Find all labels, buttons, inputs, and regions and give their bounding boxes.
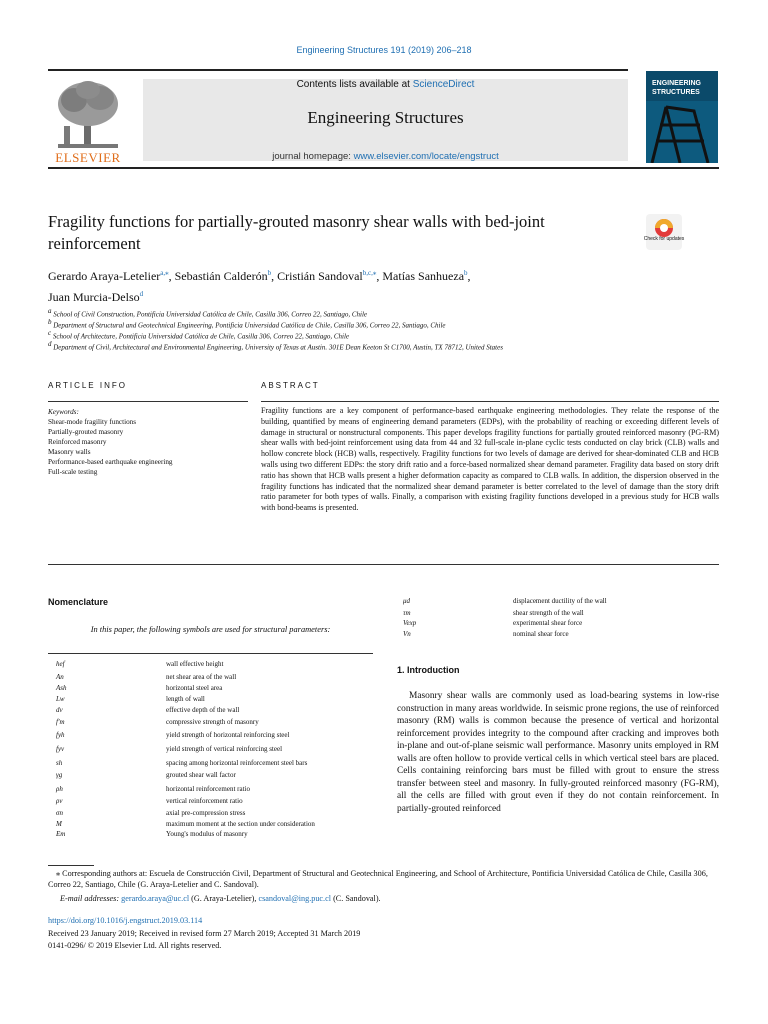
keyword[interactable]: Performance-based earthquake engineering	[48, 458, 173, 466]
nomenclature-intro: In this paper, the following symbols are used for structural parameters:	[90, 625, 331, 634]
affiliation: $^b$ Department of Structural and Geotechnical Engineering, Pontificia Universidad Católica de Chile, Casilla 306, Correo 22, Santiago, Chile	[48, 318, 446, 330]
footnote-rule	[48, 865, 94, 866]
author[interactable]: Gerardo Araya-Letelier$^{a,⁎}$	[48, 269, 169, 283]
author[interactable]: Sebastián Calderón$^b$	[174, 269, 272, 283]
author[interactable]: Matías Sanhueza$^b$	[382, 269, 468, 283]
homepage-link[interactable]: www.elsevier.com/locate/engstruct	[353, 151, 499, 162]
doi-link[interactable]: https://doi.org/10.1016/j.engstruct.2019.03.114	[48, 916, 203, 925]
sciencedirect-link[interactable]: ScienceDirect	[412, 79, 475, 90]
email-line	[60, 893, 710, 904]
keyword[interactable]: Reinforced masonry	[48, 438, 107, 446]
email-owner: (C. Sandoval).	[331, 894, 381, 903]
introduction-text: Masonry shear walls are commonly used as load-bearing systems in low-rise construction in many areas worldwide. In seismic prone regions, the use of reinforced masonry (RM) walls is common because the presence of vertical and horizontal reinforcement provides integrity to the compound after cracking and improves both in-plane and out-of-plane seismic wall performance. Masonry units employed in RM walls are often hollow to provide vertical cells in which vertical steel bars are placed. Cells containing reinforcing bars must be filled with grout to ensure the stress transfer between steel and masonry. In fully-grouted reinforced masonry (FG-RM), all the cells are filled with grout even if they do not contain reinforcement. In partially-grouted reinforced	[397, 691, 719, 814]
author-list: Gerardo Araya-Letelier$^{a,⁎}$, Sebastián Calderón$^b$, Cristián Sandoval$^{b,c,⁎}$, Matías Sanhueza$^b$, Juan Murcia-Delso$^d$	[48, 269, 471, 304]
abstract-rule	[261, 401, 719, 402]
header-bottom-rule	[48, 167, 719, 169]
keyword[interactable]: Partially-grouted masonry	[48, 428, 124, 436]
email-label: E-mail addresses:	[60, 894, 122, 903]
journal-reference[interactable]: Engineering Structures 191 (2019) 206–218	[296, 45, 472, 55]
journal-homepage	[143, 151, 628, 162]
cover-structure-icon	[646, 101, 718, 163]
elsevier-wordmark: ELSEVIER	[55, 150, 121, 165]
homepage-prefix: journal homepage:	[272, 151, 354, 162]
crossmark-icon[interactable]	[646, 214, 682, 250]
corresponding-author-note: ⁎ Corresponding authors at: Escuela de Construcción Civil, Department of Structural and Geotechnical Engineering, and School of Architecture, Pontificia Universidad Católica de Chile, Casilla 306, Correo 22, Santiago, Chile (G. Araya-Letelier and C. Sandoval).	[48, 869, 708, 889]
nomenclature-heading: Nomenclature	[48, 597, 109, 607]
keyword[interactable]: Masonry walls	[48, 448, 91, 456]
journal-cover-thumbnail[interactable]	[646, 71, 718, 163]
keywords-block	[48, 407, 248, 477]
crossmark-label: Check for updates	[643, 236, 685, 242]
affiliation: $^a$ School of Civil Construction, Pontificia Universidad Católica de Chile, Casilla 306, Correo 22, Santiago, Chile	[48, 307, 368, 319]
contents-prefix: Contents lists available at	[296, 79, 413, 90]
affiliation: $^d$ Department of Civil, Architectural and Environmental Engineering, University of Texas at Austin. 301E Dean Keeton St C1700, Austin, TX 78712, United States	[48, 340, 503, 352]
keyword[interactable]: Shear-mode fragility functions	[48, 418, 137, 426]
abstract-bottom-rule	[48, 564, 719, 565]
article-history: Received 23 January 2019; Received in revised form 27 March 2019; Accepted 31 March 2019	[48, 929, 361, 938]
email-owner: (G. Araya-Letelier),	[189, 894, 259, 903]
nomenclature-right-list: μd displacement ductility of the wall τm shear strength of the wall Vexp experimental shear force Vn nominal shear force	[403, 597, 607, 638]
author[interactable]: Juan Murcia-Delso$^d$	[48, 290, 144, 304]
article-title: Fragility functions for partially-grouted masonry shear walls with bed-joint reinforcement	[48, 212, 545, 253]
abstract-text: Fragility functions are a key component of performance-based earthquake engineering methodologies. They relate the response of the building, quantified by means of engineering demand parameters (EDPs), with the probability of reaching or exceeding different levels of damage in structural or nonstructural components. This paper develops fragility functions for partially grouted reinforced masonry (PG-RM) shear walls with bed-joint reinforcement using data from 44 and 32 full-scale in-plane cyclic tests conducted on clay brick (CLB) walls and hollow concrete block (HCB) walls, respectively. Fragility functions for two levels of damage are derived for shear-dominated CLB and HCB walls using two different EDPs: the story drift ratio and a force-based normalized shear demand parameter. Fragility data based on story drift ratio has shown that HCB walls present a higher deformation capacity as compared to CLB walls. In addition, the dispersion observed in the fragility functions has indicated that the normalized shear demand parameter is better correlated to the level of damage than the story drift ratio parameter for both types of walls. Finally, a comparison with existing fragility functions developed in a previous study for HCB walls with bond-beams is presented.	[261, 406, 719, 513]
article-info-rule	[48, 401, 248, 402]
keywords-label: Keywords:	[48, 408, 79, 416]
header-top-rule	[48, 69, 628, 71]
copyright-line: 0141-0296/ © 2019 Elsevier Ltd. All rights reserved.	[48, 941, 222, 950]
abstract-heading: ABSTRACT	[261, 381, 320, 390]
nomenclature-left-list: hef wall effective height An net shear area of the wall Ash horizontal steel area Lw length of wall dv effective depth of the wall f′m compressive strength of masonry fyh yield strength of horizontal reinforcing steel fyv yield strength of vertical reinforcing steel sh spacing among horizontal reinforcement steel bars γg grouted shear wall factor ρh horizontal reinforcement ratio ρv vertical reinforcement ratio σn axial pre-compression stress M maximum moment at the section under consideration Em Young's modulus of masonry	[56, 660, 315, 838]
introduction-heading: 1. Introduction	[397, 665, 460, 675]
keyword[interactable]: Full-scale testing	[48, 468, 98, 476]
author[interactable]: Cristián Sandoval$^{b,c,⁎}$	[277, 269, 377, 283]
cover-title: ENGINEERING STRUCTURES	[652, 80, 702, 96]
nomenclature-rule	[48, 653, 373, 654]
email-link[interactable]: gerardo.araya@uc.cl	[121, 894, 190, 903]
contents-line	[143, 79, 628, 90]
article-info-heading: ARTICLE INFO	[48, 381, 127, 390]
email-link[interactable]: csandoval@ing.puc.cl	[258, 894, 332, 903]
affiliation: $^c$ School of Architecture, Pontificia Universidad Católica de Chile, Casilla 306, Correo 22, Santiago, Chile	[48, 329, 350, 341]
elsevier-tree-logo-icon	[50, 78, 126, 150]
journal-name: Engineering Structures	[307, 108, 464, 127]
